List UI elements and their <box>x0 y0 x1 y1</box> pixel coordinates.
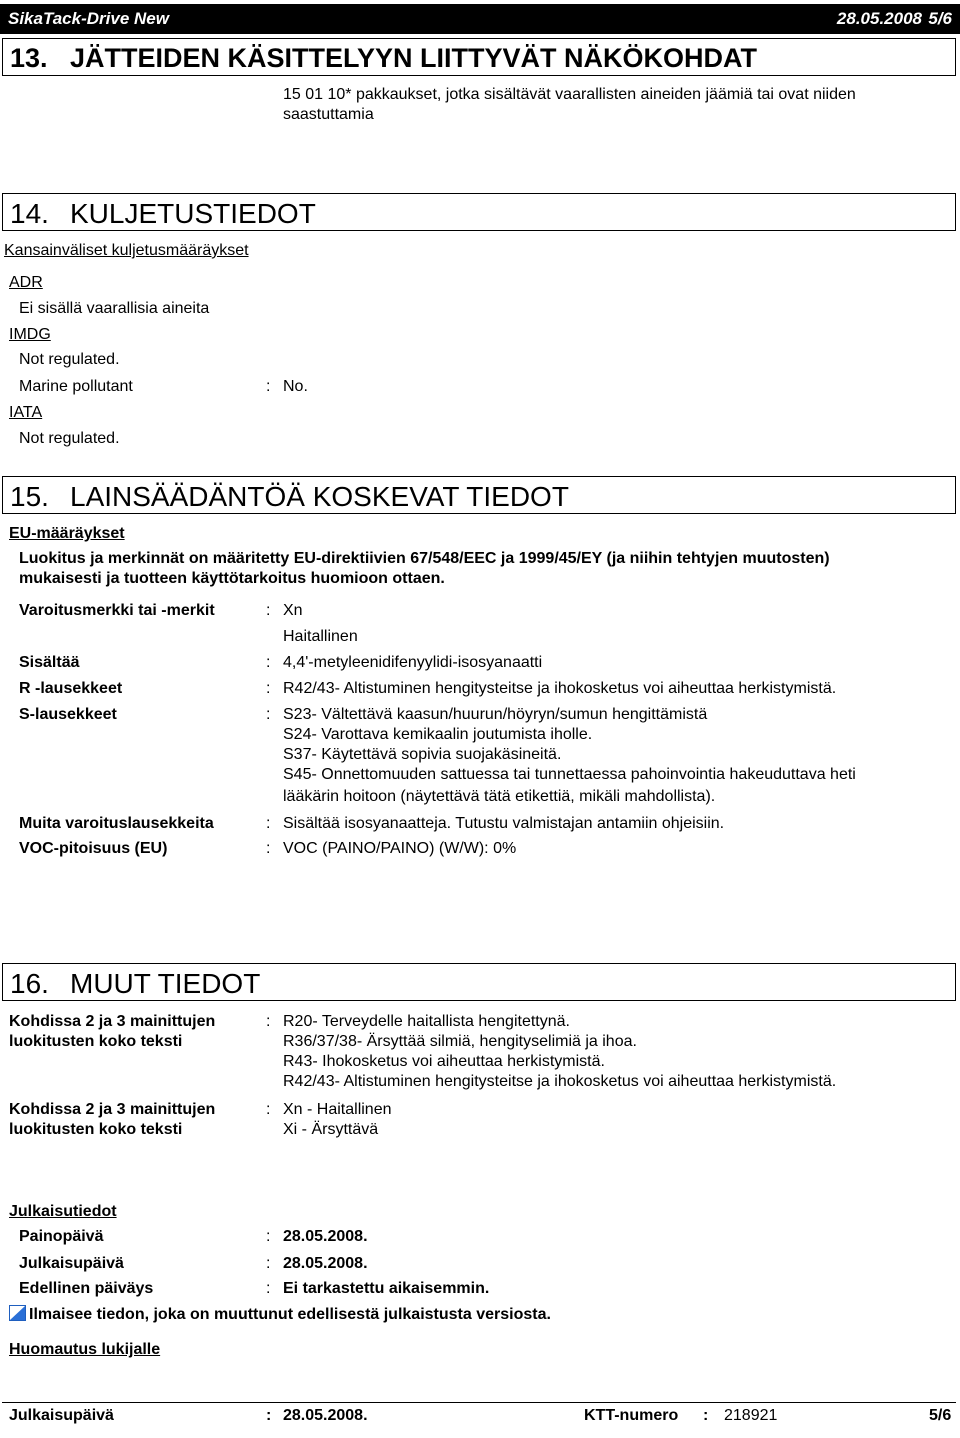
s-phrase: S45- Onnettomuuden sattuessa tai tunnettaessa pahoinvointia hakeuduttava heti <box>283 766 856 783</box>
classification-label-line2: luokitusten koko teksti <box>9 1121 183 1138</box>
classification-label-line2: luokitusten koko teksti <box>9 1033 183 1050</box>
section-14-heading <box>2 193 956 231</box>
previous-date-value: Ei tarkastettu aikaisemmin. <box>283 1280 490 1297</box>
colon: : <box>266 602 271 619</box>
publication-info-heading: Julkaisutiedot <box>9 1203 117 1220</box>
warning-symbol-code: Xn <box>283 602 303 619</box>
iata-text: Not regulated. <box>19 430 120 447</box>
publication-date-label: Julkaisupäivä <box>19 1255 124 1272</box>
r-phrase-text: R43- Ihokosketus voi aiheuttaa herkistymistä. <box>283 1053 605 1070</box>
colon: : <box>266 1280 271 1297</box>
print-date-label: Painopäivä <box>19 1228 104 1245</box>
eu-intro-line1: Luokitus ja merkinnät on määritetty EU-direktiivien 67/548/EEC ja 1999/45/EY (ja niihin tehtyjen muutosten) <box>19 550 830 567</box>
publication-date-value: 28.05.2008. <box>283 1255 368 1272</box>
section-title: LAINSÄÄDÄNTÖÄ KOSKEVAT TIEDOT <box>70 481 569 512</box>
voc-value: VOC (PAINO/PAINO) (W/W): 0% <box>283 840 517 857</box>
marine-pollutant-value: No. <box>283 378 308 395</box>
warning-symbols-label: Varoitusmerkki tai -merkit <box>19 602 215 619</box>
print-date-value: 28.05.2008. <box>283 1228 368 1245</box>
classification-label-line1: Kohdissa 2 ja 3 mainittujen <box>9 1101 216 1118</box>
footer-page: 5/6 <box>929 1407 952 1424</box>
colon: : <box>266 680 271 697</box>
colon: : <box>266 840 271 857</box>
intl-transport-heading: Kansainväliset kuljetusmääräykset <box>4 242 249 259</box>
section-number: 15. <box>10 481 49 512</box>
product-name: SikaTack-Drive New <box>8 9 169 28</box>
contains-value: 4,4'-metyleenidifenyylidi-isosyanaatti <box>283 654 543 671</box>
previous-date-label: Edellinen päiväys <box>19 1280 154 1297</box>
eu-intro-line2: mukaisesti ja tuotteen käyttötarkoitus huomioon ottaen. <box>19 570 445 587</box>
section-title: MUUT TIEDOT <box>70 968 261 999</box>
waste-code-line2: saastuttamia <box>283 106 374 123</box>
imdg-heading: IMDG <box>9 326 51 343</box>
footer-ktt-value: 218921 <box>724 1407 778 1424</box>
r-phrases-value: R42/43- Altistuminen hengitysteitse ja ihokosketus voi aiheuttaa herkistymistä. <box>283 680 837 697</box>
waste-code-line1: 15 01 10* pakkaukset, jotka sisältävät vaarallisten aineiden jäämiä tai ovat niiden <box>283 86 856 103</box>
header-page: 5/6 <box>928 9 952 28</box>
colon: : <box>266 378 271 395</box>
r-phrase-text: R36/37/38- Ärsyttää silmiä, hengityselimiä ja ihoa. <box>283 1033 637 1050</box>
s-phrase: lääkärin hoitoon (näytettävä tätä etikettiä, mikäli mahdollista). <box>283 788 716 805</box>
r-phrase-text: R20- Terveydelle haitallista hengitettynä. <box>283 1013 570 1030</box>
footer-pub-value: 28.05.2008. <box>283 1407 368 1424</box>
adr-text: Ei sisällä vaarallisia aineita <box>19 300 210 317</box>
s-phrase: S24- Varottava kemikaalin joutumista iholle. <box>283 726 593 743</box>
contains-label: Sisältää <box>19 654 80 671</box>
colon: : <box>266 1407 272 1424</box>
change-flag-note: Ilmaisee tiedon, joka on muuttunut edellisestä julkaistusta versiosta. <box>29 1306 551 1323</box>
colon: : <box>266 706 271 723</box>
voc-label: VOC-pitoisuus (EU) <box>19 840 168 857</box>
footer-ktt-label: KTT-numero <box>584 1407 679 1424</box>
colon: : <box>266 654 271 671</box>
other-warnings-label: Muita varoituslausekkeita <box>19 815 214 832</box>
section-number: 16. <box>10 968 49 999</box>
iata-heading: IATA <box>9 404 43 421</box>
change-flag-icon <box>9 1305 26 1321</box>
s-phrase: S37- Käytettävä sopivia suojakäsineitä. <box>283 746 562 763</box>
warning-symbol-name: Haitallinen <box>283 628 358 645</box>
adr-heading: ADR <box>9 274 43 291</box>
section-number: 13. <box>10 43 48 73</box>
colon: : <box>266 1013 271 1030</box>
header-date: 28.05.2008 <box>836 9 922 28</box>
document-header <box>0 4 960 34</box>
s-phrase: S23- Vältettävä kaasun/huurun/höyryn/sumun hengittämistä <box>283 706 708 723</box>
imdg-text: Not regulated. <box>19 351 120 368</box>
r-phrase-text: R42/43- Altistuminen hengitysteitse ja ihokosketus voi aiheuttaa herkistymistä. <box>283 1073 837 1090</box>
section-16-heading <box>2 963 956 1001</box>
colon: : <box>703 1407 709 1424</box>
colon: : <box>266 815 271 832</box>
marine-pollutant-label: Marine pollutant <box>19 378 133 395</box>
footer-pub-label: Julkaisupäivä <box>9 1407 114 1424</box>
classification-label-line1: Kohdissa 2 ja 3 mainittujen <box>9 1013 216 1030</box>
colon: : <box>266 1101 271 1118</box>
section-15-heading <box>2 476 956 514</box>
other-warnings-value: Sisältää isosyanaatteja. Tutustu valmistajan antamiin ohjeisiin. <box>283 815 725 832</box>
r-phrases-label: R -lausekkeet <box>19 680 123 697</box>
colon: : <box>266 1255 271 1272</box>
eu-regulations-heading: EU-määräykset <box>9 525 125 542</box>
section-13-heading <box>2 38 956 76</box>
reader-note-heading: Huomautus lukijalle <box>9 1341 161 1358</box>
colon: : <box>266 1228 271 1245</box>
hazard-symbol-text: Xi - Ärsyttävä <box>283 1121 379 1138</box>
section-title: KULJETUSTIEDOT <box>70 198 316 229</box>
s-phrases-label: S-lausekkeet <box>19 706 117 723</box>
section-number: 14. <box>10 198 49 229</box>
hazard-symbol-text: Xn - Haitallinen <box>283 1101 392 1118</box>
section-title: JÄTTEIDEN KÄSITTELYYN LIITTYVÄT NÄKÖKOHDAT <box>70 43 758 73</box>
footer-divider <box>2 1402 956 1403</box>
